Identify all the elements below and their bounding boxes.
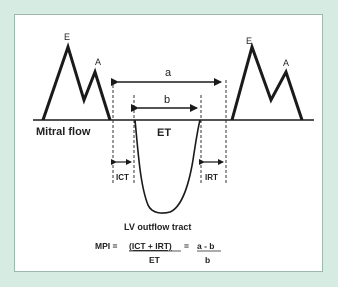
- label-e-right: E: [246, 36, 253, 46]
- formula-numerator: (ICT + IRT): [129, 241, 172, 251]
- formula-numerator2: a - b: [197, 241, 215, 251]
- label-b: b: [164, 94, 171, 106]
- label-a-right: A: [283, 58, 290, 68]
- mitral-wave-right: [232, 47, 302, 120]
- label-a-left: A: [95, 57, 102, 67]
- label-e-left: E: [64, 32, 71, 42]
- label-ict: ICT: [116, 173, 129, 182]
- label-a: a: [165, 67, 172, 79]
- formula-prefix: MPI =: [95, 241, 118, 251]
- label-irt: IRT: [205, 173, 218, 182]
- label-mitral-flow: Mitral flow: [36, 126, 91, 138]
- formula-equals: =: [184, 241, 189, 251]
- label-lv-outflow: LV outflow tract: [124, 222, 192, 232]
- formula-denominator: ET: [149, 255, 160, 265]
- label-et: ET: [157, 127, 172, 139]
- formula-denominator2: b: [205, 255, 211, 265]
